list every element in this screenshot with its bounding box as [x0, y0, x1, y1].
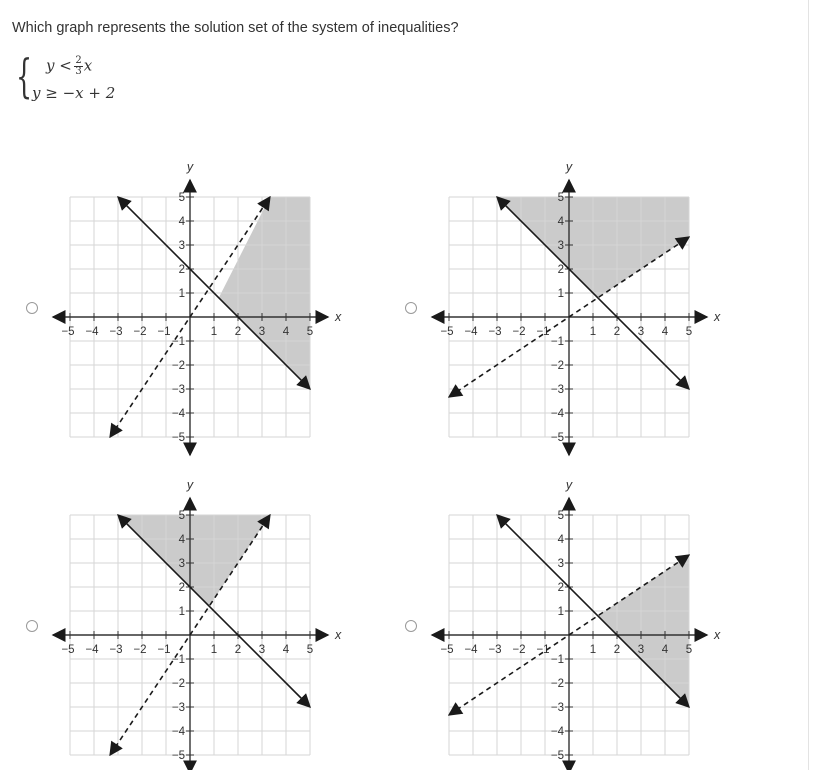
ineq1-rhs: x — [83, 56, 93, 75]
y-tick-label: −5 — [171, 750, 185, 762]
y-tick-label: −5 — [550, 750, 564, 762]
x-tick-label: −2 — [512, 644, 526, 656]
y-tick-label: −3 — [171, 702, 185, 714]
y-tick-label: −2 — [171, 678, 185, 690]
x-tick-label: −3 — [488, 326, 502, 338]
y-tick-label: 3 — [557, 558, 564, 570]
y-tick-label: −5 — [550, 432, 564, 444]
y-tick-label: 3 — [557, 240, 564, 252]
x-tick-label: −3 — [109, 644, 123, 656]
x-tick-label: −4 — [85, 326, 99, 338]
y-tick-label: 5 — [557, 192, 564, 204]
x-tick-label: −2 — [133, 326, 147, 338]
y-tick-label: 1 — [557, 606, 564, 618]
y-tick-label: 5 — [557, 510, 564, 522]
y-tick-label: −3 — [550, 384, 564, 396]
y-tick-label: 1 — [178, 288, 185, 300]
x-tick-label: 4 — [661, 644, 669, 656]
x-tick-label: 4 — [282, 644, 290, 656]
y-tick-label: −4 — [550, 408, 564, 420]
x-tick-label: 2 — [613, 644, 621, 656]
x-tick-label: −2 — [512, 326, 526, 338]
y-tick-label: −2 — [550, 678, 564, 690]
x-tick-label: 5 — [306, 644, 314, 656]
y-tick-label: 5 — [178, 192, 185, 204]
y-tick-label: −4 — [171, 726, 185, 738]
y-tick-label: −1 — [550, 336, 564, 348]
y-tick-label: −2 — [171, 360, 185, 372]
graph-option-a[interactable] — [40, 150, 360, 470]
y-tick-label: −5 — [171, 432, 185, 444]
x-tick-label: −4 — [464, 644, 478, 656]
y-tick-label: 4 — [178, 534, 185, 546]
x-tick-label: 1 — [589, 326, 597, 338]
x-tick-label: 4 — [661, 326, 669, 338]
ineq1-lhs: y < — [46, 56, 72, 75]
shaded-region — [598, 555, 689, 707]
y-tick-label: 4 — [178, 216, 185, 228]
x-tick-label: −1 — [157, 326, 171, 338]
x-tick-label: 4 — [282, 326, 290, 338]
question-text: Which graph represents the solution set of the system of inequalities? — [12, 20, 459, 36]
x-tick-label: −4 — [464, 326, 478, 338]
x-tick-label: −5 — [440, 644, 454, 656]
graph-option-b[interactable] — [419, 150, 739, 470]
x-tick-label: 2 — [234, 326, 242, 338]
y-tick-label: 3 — [178, 240, 185, 252]
answer-radio-d[interactable] — [405, 620, 417, 632]
x-tick-label: 3 — [258, 326, 266, 338]
y-tick-label: 2 — [178, 582, 185, 594]
y-tick-label: −1 — [171, 654, 185, 666]
x-tick-label: −3 — [109, 326, 123, 338]
system-brace: { — [16, 49, 33, 103]
x-tick-label: 1 — [589, 644, 597, 656]
x-axis-label: x — [335, 628, 342, 642]
right-divider — [808, 0, 809, 770]
y-tick-label: −4 — [171, 408, 185, 420]
x-axis-label: x — [335, 310, 342, 324]
answer-radio-c[interactable] — [26, 620, 38, 632]
inequality-2: y ≥ −x + 2 — [32, 84, 116, 102]
inequality-1 — [46, 56, 92, 77]
y-tick-label: 2 — [557, 582, 564, 594]
x-tick-label: 3 — [637, 644, 645, 656]
graph-option-c[interactable] — [40, 468, 360, 770]
fraction-numerator: 2 — [75, 55, 82, 66]
answer-radio-a[interactable] — [26, 302, 38, 314]
y-axis-label: y — [186, 160, 194, 174]
y-tick-label: 3 — [178, 558, 185, 570]
y-tick-label: 5 — [178, 510, 185, 522]
y-axis-label: y — [186, 478, 194, 492]
x-tick-label: 5 — [685, 644, 693, 656]
shaded-region — [118, 515, 270, 606]
inequality-system — [16, 49, 136, 106]
x-axis-label: x — [714, 310, 721, 324]
x-tick-label: −2 — [133, 644, 147, 656]
x-tick-label: −3 — [488, 644, 502, 656]
y-tick-label: 2 — [557, 264, 564, 276]
answer-radio-b[interactable] — [405, 302, 417, 314]
y-axis-label: y — [565, 160, 573, 174]
x-tick-label: −5 — [61, 644, 75, 656]
y-tick-label: −4 — [550, 726, 564, 738]
y-axis-label: y — [565, 478, 573, 492]
y-tick-label: 4 — [557, 216, 564, 228]
x-tick-label: 1 — [210, 644, 218, 656]
y-tick-label: 4 — [557, 534, 564, 546]
y-tick-label: 1 — [557, 288, 564, 300]
y-tick-label: −1 — [550, 654, 564, 666]
x-tick-label: −1 — [536, 644, 550, 656]
x-tick-label: −5 — [440, 326, 454, 338]
x-tick-label: 3 — [637, 326, 645, 338]
x-tick-label: −5 — [61, 326, 75, 338]
x-tick-label: 5 — [306, 326, 314, 338]
y-tick-label: −3 — [171, 384, 185, 396]
x-tick-label: 3 — [258, 644, 266, 656]
x-tick-label: −1 — [157, 644, 171, 656]
x-tick-label: 2 — [613, 326, 621, 338]
x-tick-label: −1 — [536, 326, 550, 338]
fraction — [74, 56, 82, 77]
y-tick-label: 1 — [178, 606, 185, 618]
fraction-denominator: 3 — [75, 66, 82, 77]
x-tick-label: 1 — [210, 326, 218, 338]
graph-option-d[interactable] — [419, 468, 739, 770]
x-tick-label: −4 — [85, 644, 99, 656]
y-tick-label: 2 — [178, 264, 185, 276]
x-axis-label: x — [714, 628, 721, 642]
y-tick-label: −3 — [550, 702, 564, 714]
y-tick-label: −2 — [550, 360, 564, 372]
x-tick-label: 5 — [685, 326, 693, 338]
y-tick-label: −1 — [171, 336, 185, 348]
x-tick-label: 2 — [234, 644, 242, 656]
